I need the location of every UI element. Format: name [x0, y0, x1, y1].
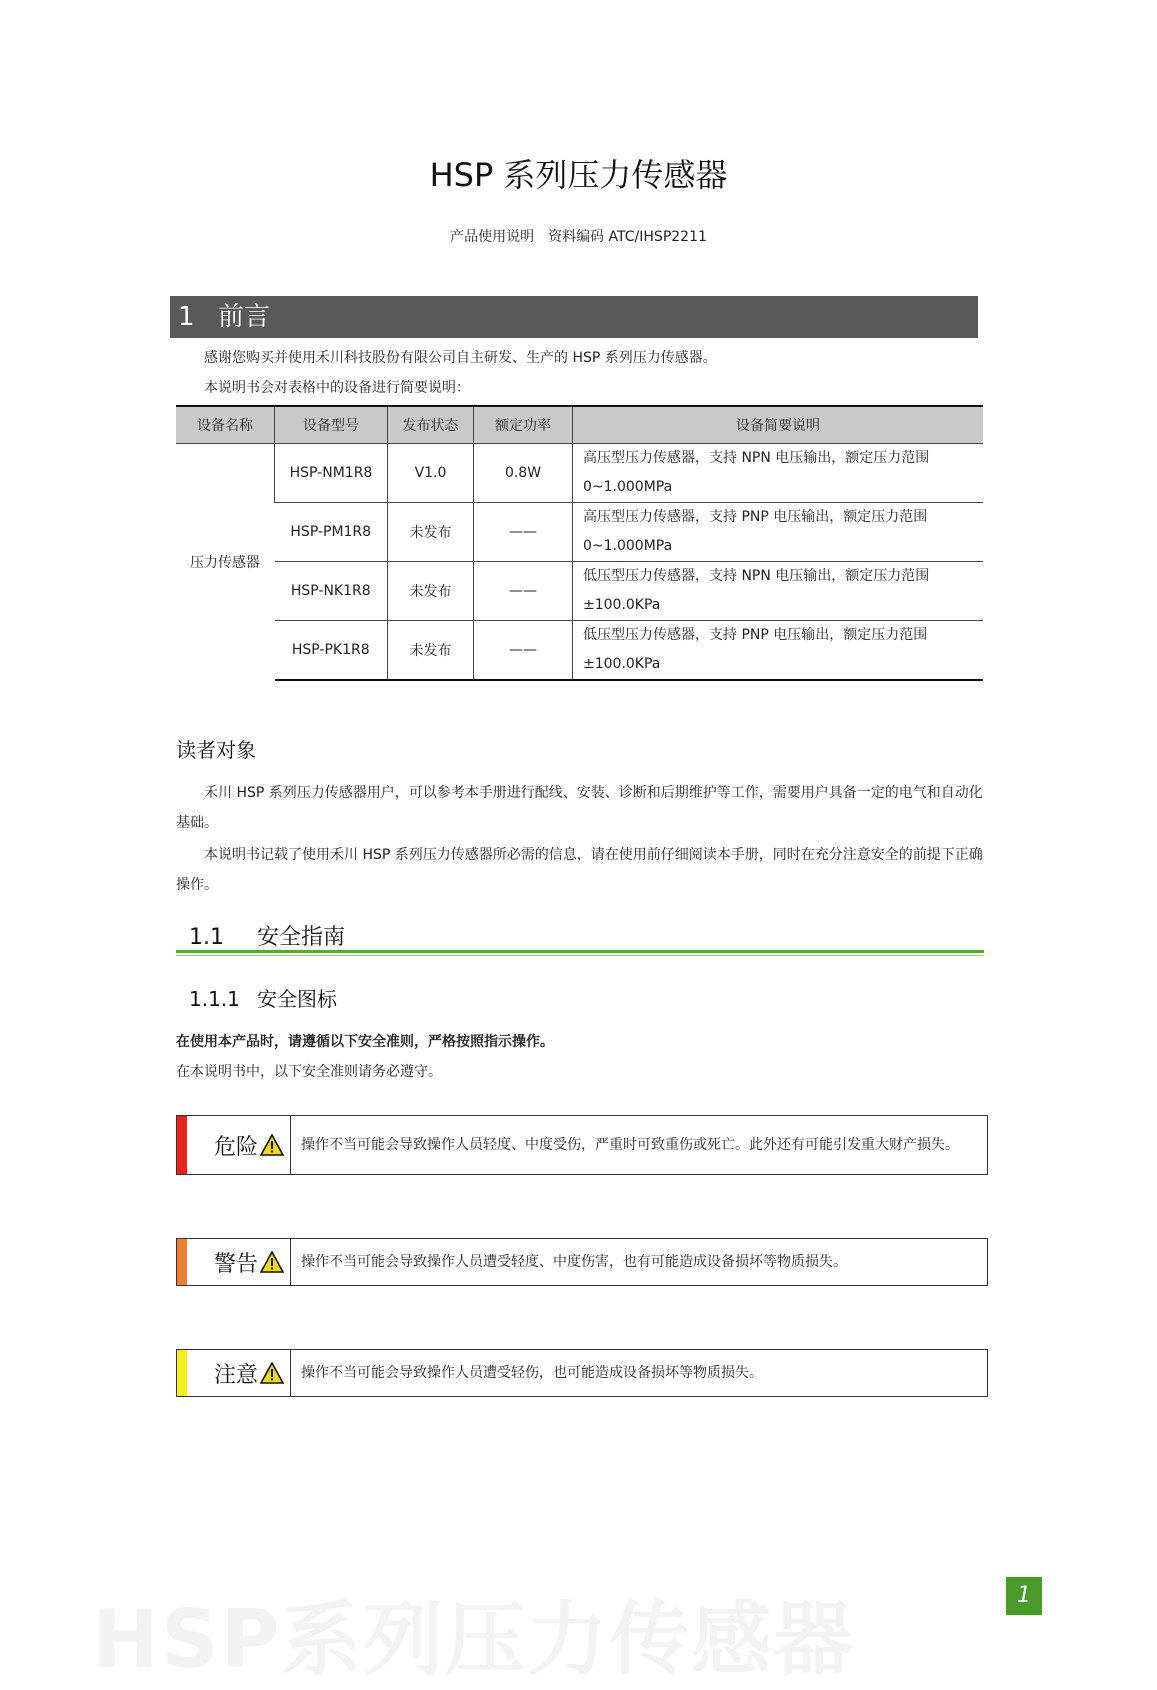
- danger-label: [187, 1116, 291, 1174]
- cell-status: V1.0: [388, 444, 474, 503]
- intro-paragraph-2: 本说明书会对表格中的设备进行简要说明：: [204, 380, 470, 396]
- caution-color-stripe: [177, 1350, 187, 1396]
- section-1-heading: [170, 296, 978, 338]
- readers-paragraph-1: 禾川 HSP 系列压力传感器用户，可以参考本手册进行配线、安装、诊断和后期维护等工作，需要用户具备一定的电气和自动化基础。: [176, 785, 983, 831]
- danger-label-text: 危险: [213, 1134, 258, 1160]
- danger-text: 操作不当可能会导致操作人员轻度、中度受伤，严重时可致重伤或死亡。此外还有可能引发重大财产损失。: [301, 1136, 959, 1153]
- cell-device-name: 压力传感器: [176, 444, 275, 681]
- cell-power: ——: [474, 503, 573, 562]
- header-rated-power: 额定功率: [474, 406, 573, 444]
- section-rule-thin: [176, 955, 984, 956]
- safety-intro-line-2: 在本说明书中，以下安全准则请务必遵守。: [176, 1064, 442, 1080]
- cell-power: ——: [474, 621, 573, 681]
- device-table: [176, 405, 983, 681]
- warning-triangle-icon: [260, 1134, 284, 1156]
- section-number: 1.1: [189, 925, 224, 950]
- readers-paragraph-2: 本说明书记载了使用禾川 HSP 系列压力传感器所必需的信息，请在使用前仔细阅读本手册，同时在充分注意安全的前提下正确操作。: [176, 847, 983, 893]
- cell-description: 高压型压力传感器，支持 PNP 电压输出，额定压力范围 0~1.000MPa: [573, 503, 984, 562]
- warning-triangle-icon: [260, 1362, 284, 1384]
- table-row: [176, 621, 983, 681]
- section-1-1-1-heading: [189, 983, 337, 1012]
- warning-text: 操作不当可能会导致操作人员遭受轻度、中度伤害，也有可能造成设备损坏等物质损失。: [301, 1253, 847, 1270]
- cell-status: 未发布: [388, 621, 474, 681]
- section-title: 安全图标: [257, 987, 337, 1011]
- cell-model: HSP-PM1R8: [275, 503, 388, 562]
- cell-description: 低压型压力传感器，支持 PNP 电压输出，额定压力范围 ±100.0KPa: [573, 621, 984, 681]
- cell-power: ——: [474, 562, 573, 621]
- footer-watermark: HSP系列压力传感器: [92, 1593, 856, 1686]
- document-title: HSP 系列压力传感器: [429, 156, 728, 194]
- safety-intro-line-1: 在使用本产品时，请遵循以下安全准则，严格按照指示操作。: [176, 1034, 554, 1050]
- section-rule: [176, 950, 984, 953]
- section-number: 1.1.1: [189, 987, 240, 1011]
- caution-label-text: 注意: [213, 1362, 258, 1388]
- warning-triangle-icon: [260, 1251, 284, 1273]
- caution-text: 操作不当可能会导致操作人员遭受轻伤，也可能造成设备损坏等物质损失。: [301, 1364, 763, 1381]
- subtitle-doc-code: 资料编码 ATC/IHSP2211: [548, 229, 707, 245]
- header-release-status: 发布状态: [388, 406, 474, 444]
- warning-notice: [176, 1238, 988, 1286]
- readers-heading: 读者对象: [176, 738, 256, 762]
- header-device-name: 设备名称: [176, 406, 275, 444]
- section-title: 前言: [218, 302, 271, 332]
- cell-status: 未发布: [388, 503, 474, 562]
- warning-label: [187, 1239, 291, 1285]
- warning-label-text: 警告: [213, 1251, 258, 1277]
- section-1-1-heading: [189, 920, 345, 951]
- intro-paragraph-1: 感谢您购买并使用禾川科技股份有限公司自主研发、生产的 HSP 系列压力传感器。: [204, 350, 717, 366]
- section-title: 安全指南: [257, 925, 346, 950]
- page-number: 1: [1006, 1577, 1042, 1615]
- header-device-model: 设备型号: [275, 406, 388, 444]
- caution-notice: [176, 1349, 988, 1397]
- cell-model: HSP-PK1R8: [275, 621, 388, 681]
- cell-model: HSP-NK1R8: [275, 562, 388, 621]
- table-row: [176, 444, 983, 503]
- caution-label: [187, 1350, 291, 1396]
- table-header-row: [176, 406, 983, 444]
- cell-status: 未发布: [388, 562, 474, 621]
- document-subtitle: [0, 226, 1157, 246]
- subtitle-doc-type: 产品使用说明: [450, 229, 535, 245]
- cell-description: 低压型压力传感器，支持 NPN 电压输出，额定压力范围 ±100.0KPa: [573, 562, 984, 621]
- cell-power: 0.8W: [474, 444, 573, 503]
- cell-description: 高压型压力传感器，支持 NPN 电压输出，额定压力范围 0~1.000MPa: [573, 444, 984, 503]
- danger-notice: [176, 1115, 988, 1175]
- warning-color-stripe: [177, 1239, 187, 1285]
- section-number: 1: [178, 302, 195, 332]
- table-row: [176, 503, 983, 562]
- danger-color-stripe: [177, 1116, 187, 1174]
- header-device-description: 设备简要说明: [573, 406, 984, 444]
- table-row: [176, 562, 983, 621]
- cell-model: HSP-NM1R8: [275, 444, 388, 503]
